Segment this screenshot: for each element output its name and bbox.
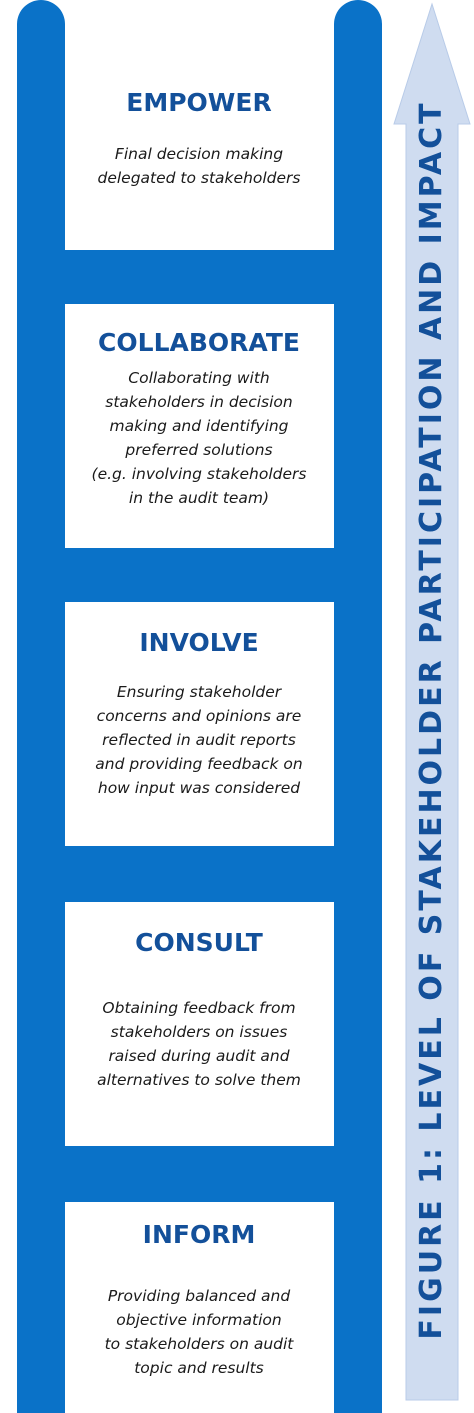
ladder-rung (50, 250, 350, 304)
level-description-line: stakeholders on issues (110, 1023, 288, 1041)
ladder-rung (50, 1146, 350, 1202)
level-description-line: Obtaining feedback from (102, 999, 296, 1017)
level-description-line: reflected in audit reports (102, 731, 296, 749)
level-description-line: (e.g. involving stakeholders (91, 465, 307, 483)
level-title: CONSULT (135, 928, 263, 957)
ladder-rung (50, 846, 350, 902)
figure-title: FIGURE 1: LEVEL OF STAKEHOLDER PARTICIPATION AND IMPACT (414, 100, 449, 1340)
level-description-line: topic and results (134, 1359, 264, 1377)
level-description-line: Ensuring stakeholder (116, 683, 282, 701)
level-description-line: alternatives to solve them (97, 1071, 301, 1089)
level-description-line: delegated to stakeholders (97, 169, 301, 187)
level-consult (65, 904, 333, 1142)
level-description-line: to stakeholders on audit (104, 1335, 294, 1353)
level-description-line: Providing balanced and (107, 1287, 291, 1305)
level-description-line: Final decision making (114, 145, 284, 163)
level-involve (65, 604, 333, 842)
ladder-rung (50, 548, 350, 602)
level-description-line: making and identifying (109, 417, 289, 435)
level-collaborate (65, 306, 333, 544)
level-inform (65, 1204, 333, 1413)
level-description-line: raised during audit and (108, 1047, 290, 1065)
level-description-line: stakeholders in decision (105, 393, 293, 411)
level-empower (65, 38, 333, 244)
level-description-line: in the audit team) (128, 489, 270, 507)
level-title: INVOLVE (139, 628, 259, 657)
level-title: COLLABORATE (98, 328, 300, 357)
level-description-line: objective information (116, 1311, 282, 1329)
level-description-line: preferred solutions (125, 441, 273, 459)
level-description-line: and providing feedback on (95, 755, 303, 773)
level-description-line: Collaborating with (128, 369, 270, 387)
level-description-line: how input was considered (97, 779, 301, 797)
level-description-line: concerns and opinions are (96, 707, 302, 725)
level-title: EMPOWER (126, 88, 272, 117)
level-title: INFORM (142, 1220, 256, 1249)
